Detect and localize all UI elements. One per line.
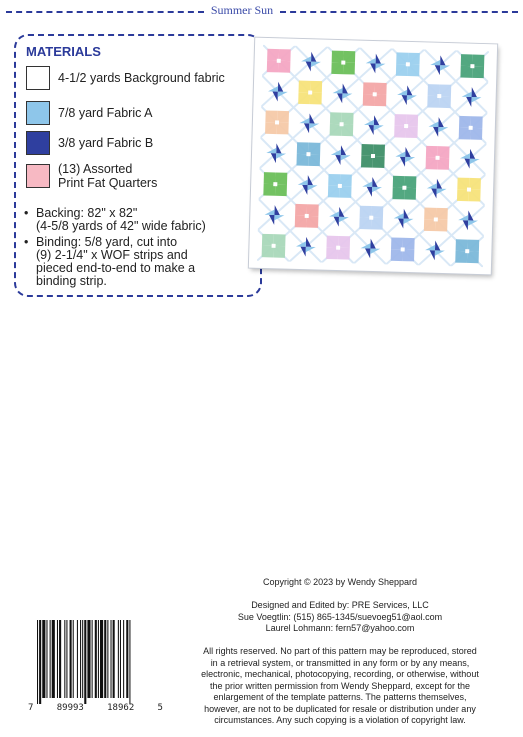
barcode-bar — [52, 620, 55, 698]
rights-line: however, are not to be duplicated for resale or distribution under any — [204, 703, 476, 714]
swatch-background — [26, 66, 50, 90]
swatch-fat-quarters — [26, 164, 50, 188]
barcode-bar — [42, 620, 45, 698]
backing-note — [22, 207, 258, 233]
barcode-bar — [98, 620, 99, 698]
material-label — [58, 162, 157, 190]
barcode-bar — [100, 620, 103, 698]
block-center — [272, 244, 276, 248]
material-item-background — [26, 66, 225, 90]
barcode-bar — [64, 620, 65, 698]
block-center — [277, 59, 281, 63]
barcode-bar — [57, 620, 58, 698]
note-line: binding strip. — [36, 274, 107, 288]
material-label — [58, 71, 225, 85]
material-label-line: Print Fat Quarters — [58, 176, 158, 190]
rights-line: All rights reserved. No part of this pattern may be reproduced, stored — [203, 646, 477, 656]
block-center — [305, 214, 309, 218]
block-center — [336, 246, 340, 250]
block-center — [435, 156, 439, 160]
barcode-digit-group: 7 — [28, 703, 34, 713]
rights-line: electronic, mechanical, photocopying, recording, or otherwise, without — [201, 669, 479, 679]
materials-notes — [22, 207, 258, 291]
rights-line: the prior written permission from Wendy Sheppard, except for the — [210, 680, 470, 691]
material-item-fabric-a — [26, 101, 153, 125]
barcode-bar — [66, 620, 67, 698]
material-label-line: 3/8 yard Fabric B — [58, 136, 154, 150]
barcode-bar — [129, 620, 130, 704]
copyright-line: Copyright © 2023 by Wendy Sheppard — [262, 577, 418, 587]
rights-line: circumstances. Any such copying is a violation of copyright law. — [214, 715, 466, 725]
swatch-fabric-b — [26, 131, 50, 155]
barcode-bar — [118, 620, 119, 698]
barcode-bar — [50, 620, 51, 698]
block-center — [373, 92, 377, 96]
barcode-bar — [84, 620, 86, 704]
block-center — [404, 124, 408, 128]
materials-heading: MATERIALS — [26, 44, 101, 59]
quilt-photo — [249, 38, 497, 275]
designed-by-line: Designed and Edited by: PRE Services, LLC — [251, 600, 429, 610]
material-label-line: 7/8 yard Fabric A — [58, 106, 153, 120]
block-center — [434, 217, 438, 221]
material-label — [58, 106, 153, 120]
barcode-bar — [123, 620, 124, 698]
block-center — [340, 122, 344, 126]
contact-sue: Sue Voegtlin: (515) 865-1345/suevoeg51@aol.com — [237, 612, 443, 622]
barcode-digit-group: 89993 — [56, 703, 84, 713]
header-divider-right — [280, 11, 518, 13]
barcode-bar — [113, 620, 115, 698]
header-divider-left — [6, 11, 204, 13]
block-center — [308, 90, 312, 94]
rights-notice — [175, 646, 505, 727]
block-center — [402, 186, 406, 190]
block-center — [437, 94, 441, 98]
header-title: Summer Sun — [210, 3, 274, 17]
barcode-digit-group: 5 — [157, 703, 163, 713]
note-line: (9) 2-1/4" x WOF strips and — [36, 248, 188, 262]
barcode-bar — [107, 620, 108, 698]
block-center — [371, 154, 375, 158]
material-label — [58, 136, 153, 150]
contact-laurel: Laurel Lohmann: fern57@yahoo.com — [265, 623, 415, 633]
barcode-digit-group: 18962 — [107, 703, 135, 713]
barcode-bar — [39, 620, 41, 704]
block-center — [273, 182, 277, 186]
quilt-illustration — [257, 45, 489, 267]
note-line: pieced end-to-end to make a — [36, 261, 196, 275]
barcode-bar — [73, 620, 74, 698]
block-center — [406, 62, 410, 66]
material-label-line: (13) Assorted — [58, 162, 133, 176]
barcode-bar — [95, 620, 97, 698]
block-center — [469, 126, 473, 130]
block-center — [465, 249, 469, 253]
swatch-fabric-a — [26, 101, 50, 125]
rights-line: in a retrieval system, or transmitted in any form or by any means, — [210, 657, 470, 668]
barcode-bar — [92, 620, 93, 698]
barcode-bar — [126, 620, 128, 698]
material-label-line: 4-1/2 yards Background fabric — [58, 71, 225, 85]
block-center — [338, 184, 342, 188]
binding-note — [22, 236, 258, 288]
barcode-digits — [28, 703, 163, 713]
block-center — [401, 247, 405, 251]
barcode-bar — [80, 620, 81, 698]
barcode-bar — [87, 620, 90, 698]
block-center — [470, 64, 474, 68]
note-line: (4-5/8 yards of 42" wide fabric) — [36, 219, 206, 233]
note-line: • Binding: 5/8 yard, cut into — [36, 235, 178, 249]
material-item-fat-quarters — [26, 162, 157, 190]
block-center — [341, 61, 345, 65]
barcode-bar — [37, 620, 38, 704]
barcode-bar — [82, 620, 83, 698]
block-center — [467, 187, 471, 191]
barcode-bar — [46, 620, 47, 698]
note-line: • Backing: 82" x 82" — [36, 206, 138, 220]
barcode-bar — [77, 620, 78, 698]
barcode-bar — [120, 620, 121, 698]
barcode-bar — [104, 620, 106, 698]
block-center — [275, 120, 279, 124]
block-center — [369, 216, 373, 220]
rights-line: enlargement of the template patterns. The patterns themselves, — [213, 692, 467, 702]
material-item-fabric-b — [26, 131, 153, 155]
block-center — [306, 152, 310, 156]
barcode-bar — [70, 620, 72, 698]
barcode-bar — [111, 620, 112, 698]
barcode-bar — [59, 620, 61, 698]
barcode — [37, 620, 161, 704]
